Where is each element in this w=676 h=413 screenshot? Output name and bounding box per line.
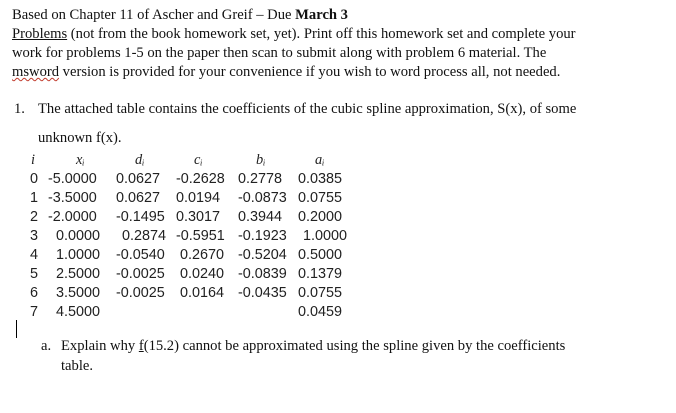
- cell-d: -0.1495: [116, 209, 165, 225]
- header-b: bᵢ: [256, 152, 266, 168]
- assignment-intro: [12, 6, 667, 82]
- cell-b: -0.0873: [238, 190, 287, 206]
- cell-i: 3: [30, 228, 39, 244]
- intro-line-1-text: Based on Chapter 11 of Ascher and Greif – Due: [12, 7, 296, 23]
- problems-underlined-word: Problems: [12, 26, 68, 42]
- cell-b: -0.5204: [238, 247, 287, 263]
- cell-i: 6: [30, 285, 39, 301]
- cell-c: 0.2670: [180, 247, 225, 263]
- cell-d: -0.0025: [116, 285, 165, 301]
- text-cursor: [16, 320, 17, 338]
- header-a: aᵢ: [315, 152, 325, 168]
- part-a-line-2: table.: [61, 358, 94, 374]
- cell-d: -0.0540: [116, 247, 165, 263]
- cell-a: 0.0755: [298, 190, 343, 206]
- cell-d: 0.2874: [122, 228, 167, 244]
- cell-c: 0.0164: [180, 285, 225, 301]
- cell-a: 0.2000: [298, 209, 343, 225]
- cell-i: 7: [30, 304, 39, 320]
- cell-x: 1.0000: [56, 247, 101, 263]
- cell-a: 0.0755: [298, 285, 343, 301]
- cell-x: -5.0000: [48, 171, 97, 187]
- msword-spellcheck-word: msword: [12, 64, 60, 80]
- header-x: xᵢ: [76, 152, 85, 168]
- cell-a: 1.0000: [303, 228, 348, 244]
- cell-i: 4: [30, 247, 39, 263]
- cell-d: 0.0627: [116, 171, 161, 187]
- cell-a: 0.0459: [298, 304, 343, 320]
- cell-x: 0.0000: [56, 228, 101, 244]
- due-date: March 3: [295, 7, 348, 23]
- cell-i: 5: [30, 266, 39, 282]
- cell-i: 2: [30, 209, 39, 225]
- cell-b: 0.2778: [238, 171, 283, 187]
- cell-x: 4.5000: [56, 304, 101, 320]
- cell-a: 0.5000: [298, 247, 343, 263]
- part-a-prefix: Explain why: [61, 338, 139, 354]
- cell-c: 0.0194: [176, 190, 221, 206]
- cell-i: 1: [30, 190, 39, 206]
- cell-d: -0.0025: [116, 266, 165, 282]
- cell-i: 0: [30, 171, 39, 187]
- problem-1-number: 1.: [14, 101, 25, 117]
- part-a-rest: (15.2) cannot be approximated using the spline given by the coefficients: [143, 338, 566, 354]
- intro-line-2-text: (not from the book homework set, yet). Print off this homework set and complete your: [67, 26, 576, 42]
- cell-c: 0.3017: [176, 209, 221, 225]
- problem-1-line-2: unknown f(x).: [38, 130, 122, 146]
- intro-line-4-text: version is provided for your convenience if you wish to word process all, not needed.: [59, 64, 561, 80]
- cell-d: 0.0627: [116, 190, 161, 206]
- cell-c: 0.0240: [180, 266, 225, 282]
- cell-x: -3.5000: [48, 190, 97, 206]
- cell-c: -0.5951: [176, 228, 225, 244]
- part-a-label: a.: [41, 338, 52, 354]
- cell-c: -0.2628: [176, 171, 225, 187]
- header-c: cᵢ: [194, 152, 203, 168]
- cell-x: 3.5000: [56, 285, 101, 301]
- cell-x: -2.0000: [48, 209, 97, 225]
- header-i: i: [31, 152, 35, 168]
- cell-x: 2.5000: [56, 266, 101, 282]
- intro-line-2: [12, 25, 667, 44]
- cell-b: 0.3944: [238, 209, 283, 225]
- cell-a: 0.0385: [298, 171, 343, 187]
- intro-line-3: work for problems 1-5 on the paper then scan to submit along with problem 6 material. The: [12, 45, 547, 61]
- intro-line-4: [12, 63, 667, 82]
- cell-b: -0.0839: [238, 266, 287, 282]
- cell-a: 0.1379: [298, 266, 343, 282]
- cell-b: -0.1923: [238, 228, 287, 244]
- part-a-f-underlined: f: [138, 338, 144, 354]
- problem-1-text: The attached table contains the coefficients of the cubic spline approximation, S(x), of some: [38, 101, 577, 117]
- header-d: dᵢ: [135, 152, 145, 168]
- part-a-text: [61, 336, 641, 376]
- cell-b: -0.0435: [238, 285, 287, 301]
- intro-line-1: [12, 6, 667, 25]
